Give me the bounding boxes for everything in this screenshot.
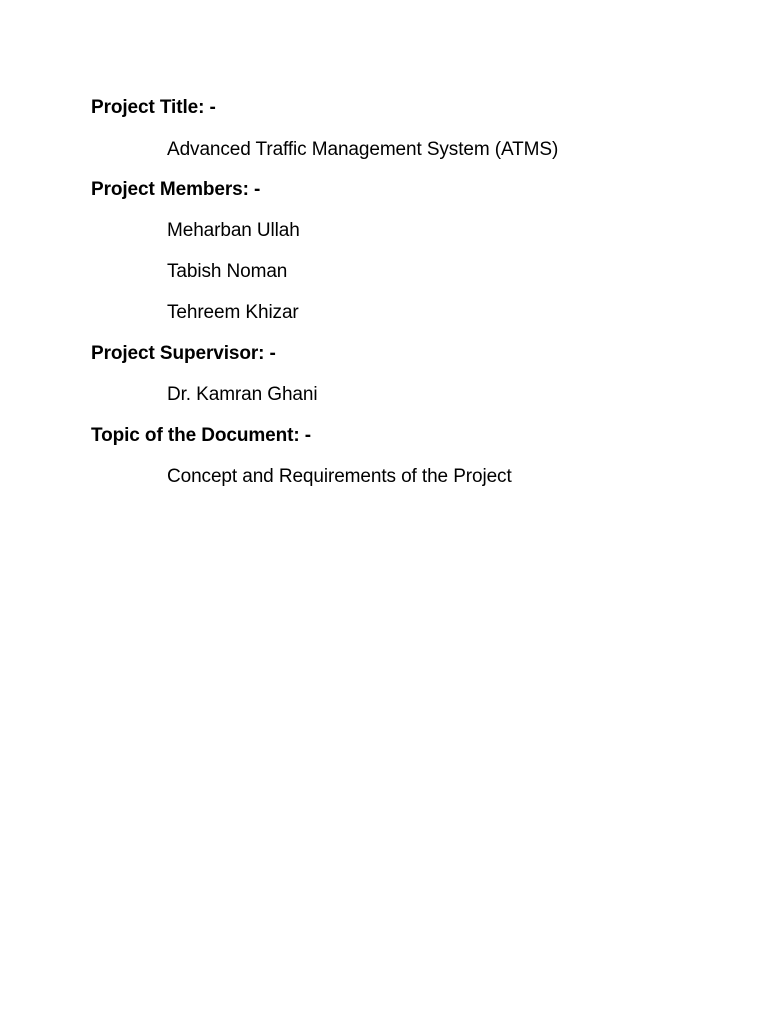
project-supervisor-heading: Project Supervisor: - [91,343,276,364]
project-title-heading: Project Title: - [91,97,216,118]
document-topic-value: Concept and Requirements of the Project [167,466,512,487]
project-supervisor-value: Dr. Kamran Ghani [167,384,318,405]
project-member-item: Meharban Ullah [167,220,300,241]
project-member-item: Tehreem Khizar [167,302,299,323]
project-title-value: Advanced Traffic Management System (ATMS) [167,139,559,160]
project-members-heading: Project Members: - [91,179,261,200]
project-member-item: Tabish Noman [167,261,288,282]
document-topic-heading: Topic of the Document: - [91,425,311,446]
